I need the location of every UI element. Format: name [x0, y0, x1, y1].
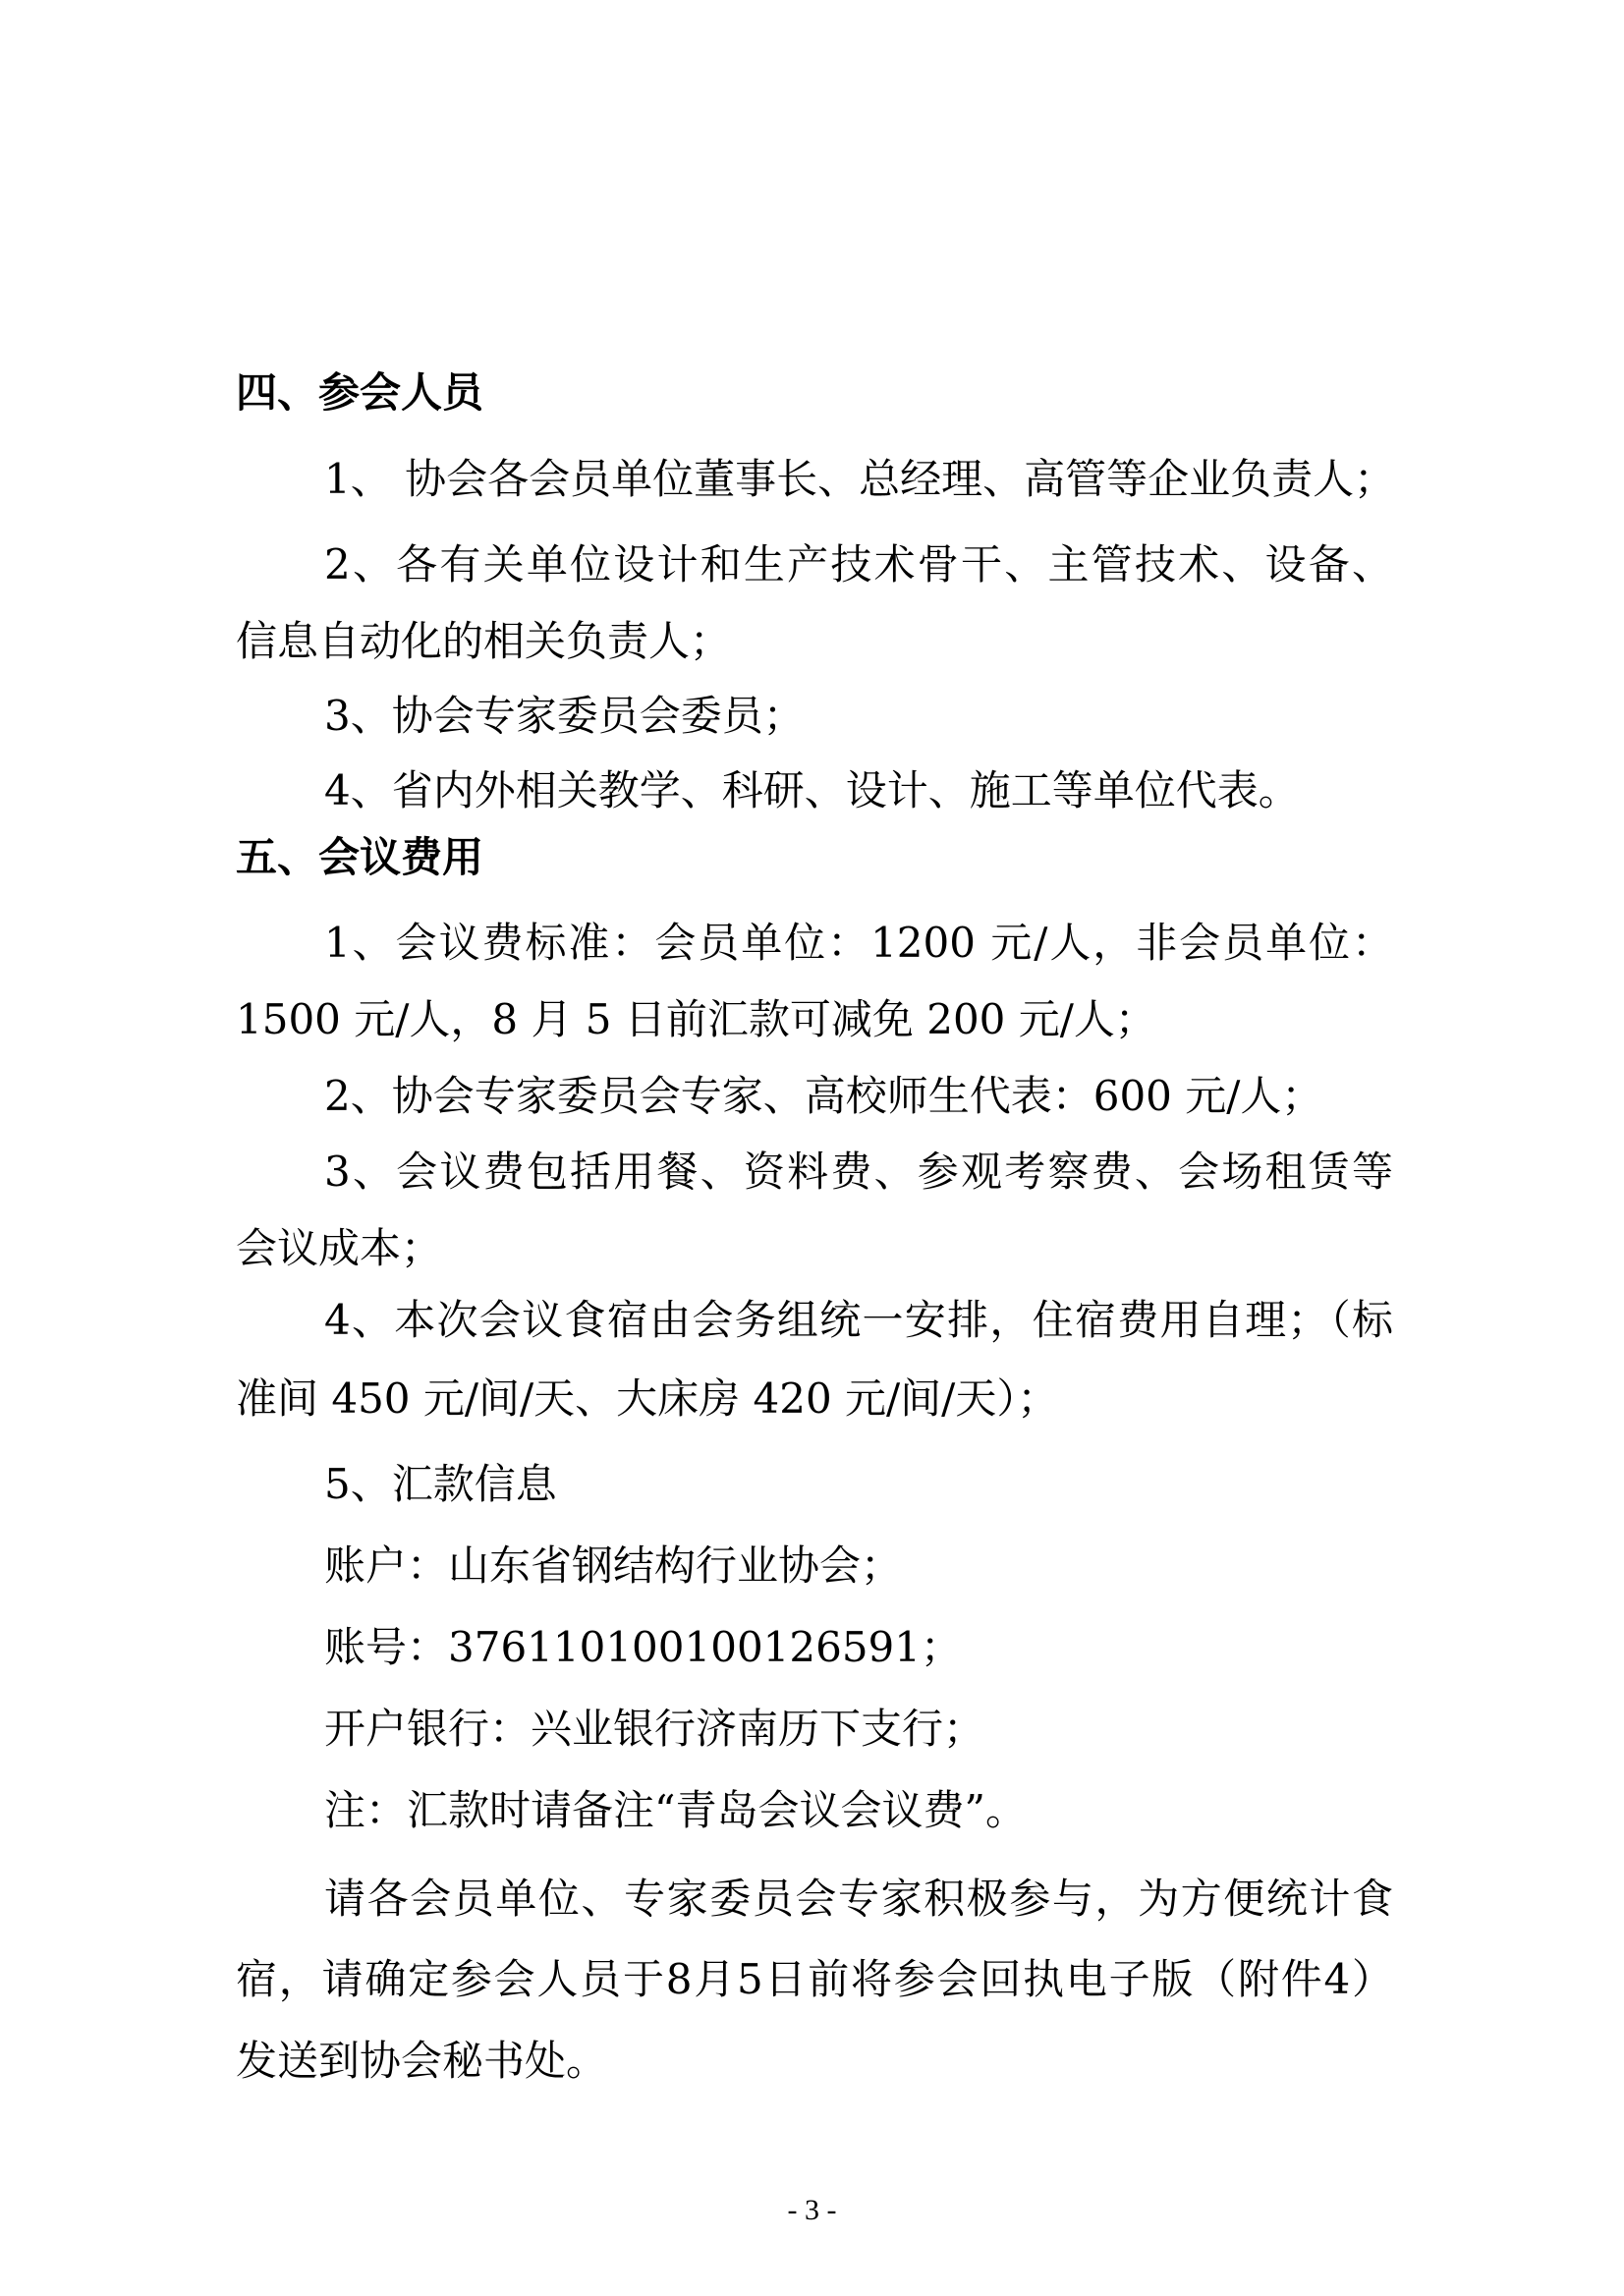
- fee-line-7: 准间 450 元/间/天、大床房 420 元/间/天）；: [236, 1374, 1059, 1423]
- section4-item-1: 1、 协会各会员单位董事长、总经理、高管等企业负责人；: [324, 455, 1396, 503]
- fee-line-2: 1500 元/人，8 月 5 日前汇款可减免 200 元/人；: [236, 995, 1156, 1043]
- page-number: - 3 -: [787, 2194, 837, 2226]
- section4-item-4: 4、省内外相关教学、科研、设计、施工等单位代表。: [324, 766, 1300, 814]
- section5-heading: 五、会议费用: [236, 833, 484, 881]
- fee-line-5: 会议成本；: [236, 1224, 443, 1272]
- bank-name: 开户银行：兴业银行济南历下支行；: [324, 1705, 985, 1753]
- fee-line-1: 1、会议费标准：会员单位：1200 元/人，非会员单位：: [324, 919, 1393, 967]
- closing-line-3: 发送到协会秘书处。: [236, 2037, 608, 2085]
- section4-item-2: 2、各有关单位设计和生产技术骨干、主管技术、设备、: [324, 540, 1393, 588]
- fee-line-3: 2、协会专家委员会专家、高校师生代表：600 元/人；: [324, 1072, 1323, 1120]
- account-number: 账号：376110100100126591；: [324, 1623, 962, 1671]
- fee-line-8: 5、汇款信息: [324, 1460, 557, 1508]
- section4-heading: 四、参会人员: [236, 368, 484, 417]
- fee-line-6: 4、本次会议食宿由会务组统一安排，住宿费用自理；（标: [324, 1296, 1393, 1344]
- fee-line-4: 3、会议费包括用餐、资料费、参观考察费、会场租赁等: [324, 1148, 1393, 1196]
- section4-item-2-cont: 信息自动化的相关负责人；: [236, 617, 732, 665]
- account-name: 账户：山东省钢结构行业协会；: [324, 1541, 903, 1590]
- section4-item-3: 3、协会专家委员会委员；: [324, 692, 805, 740]
- remittance-note: 注：汇款时请备注“青岛会议会议费”。: [324, 1786, 1027, 1834]
- closing-line-2: 宿，请确定参会人员于8月5日前将参会回执电子版（附件4）: [236, 1955, 1393, 2003]
- closing-line-1: 请各会员单位、专家委员会专家积极参与，为方便统计食: [324, 1875, 1393, 1923]
